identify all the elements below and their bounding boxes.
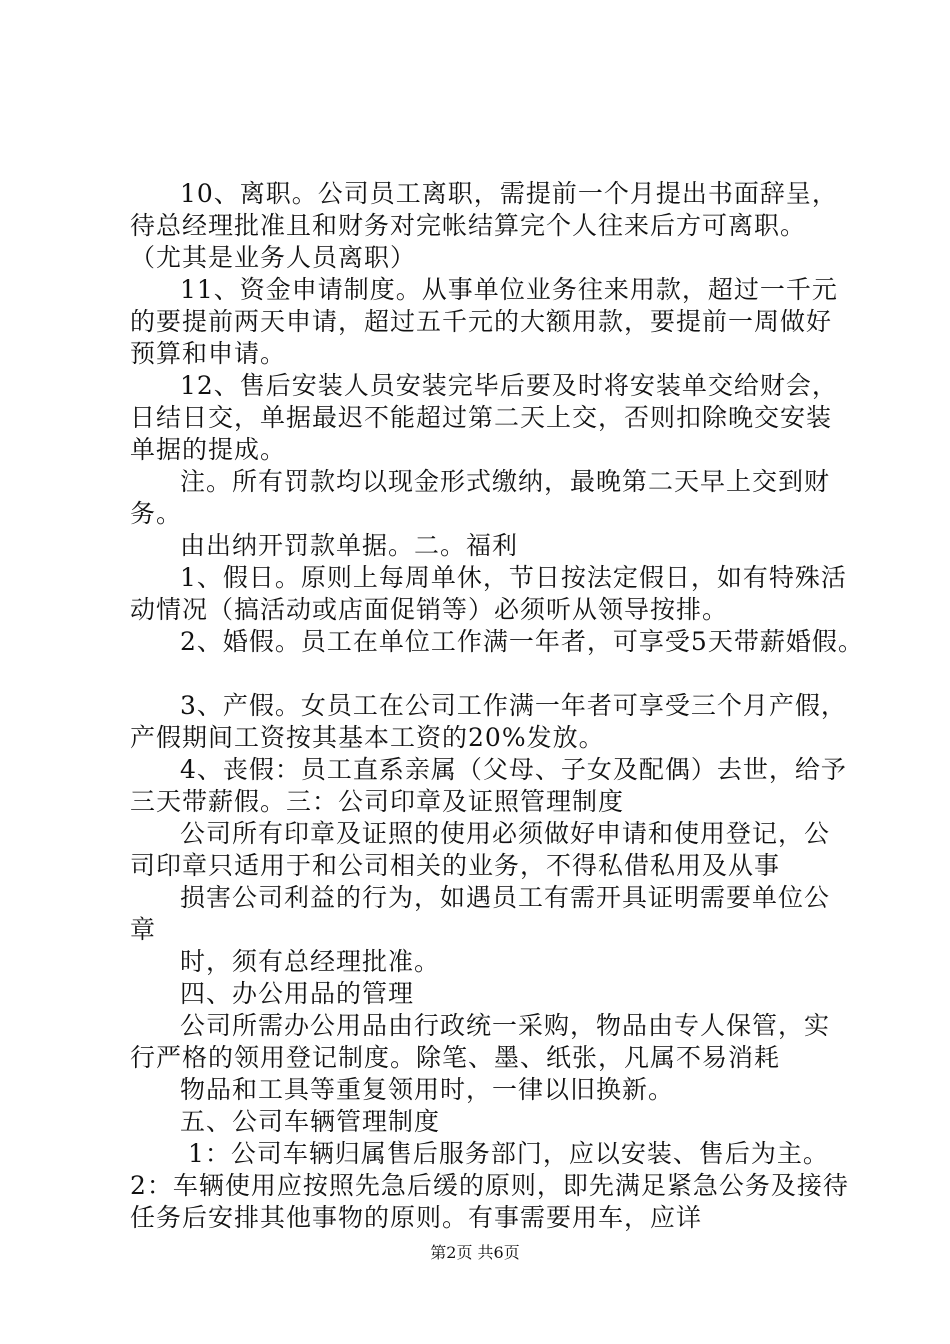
text-line: 司印章只适用于和公司相关的业务，不得私借私用及从事 bbox=[130, 851, 781, 880]
text-line: 3、产假。女员工在公司工作满一年者可享受三个月产假， bbox=[180, 691, 847, 720]
text-line: 三天带薪假。三：公司印章及证照管理制度 bbox=[130, 787, 625, 816]
text-line: 日结日交，单据最迟不能超过第二天上交，否则扣除晚交安装 bbox=[130, 403, 833, 432]
text-line: 任务后安排其他事物的原则。有事需要用车，应详 bbox=[130, 1203, 703, 1232]
text-line: 行严格的领用登记制度。除笔、墨、纸张，凡属不易消耗 bbox=[130, 1043, 781, 1072]
text-line: 11、资金申请制度。从事单位业务往来用款，超过一千元 bbox=[180, 275, 838, 304]
text-line: 2、婚假。员工在单位工作满一年者，可享受5天带薪婚假。 bbox=[180, 627, 864, 656]
text-line: 损害公司利益的行为，如遇员工有需开具证明需要单位公 bbox=[180, 883, 831, 912]
text-line: 章 bbox=[130, 915, 157, 944]
text-line: 务。 bbox=[130, 499, 183, 528]
text-line: 动情况（搞活动或店面促销等）必须听从领导按排。 bbox=[130, 595, 729, 624]
text-line: 1：公司车辆归属售后服务部门，应以安装、售后为主。 bbox=[188, 1139, 829, 1168]
text-line: 待总经理批准且和财务对完帐结算完个人往来后方可离职。 bbox=[130, 211, 807, 240]
text-line: 2：车辆使用应按照先急后缓的原则，即先满足紧急公务及接待 bbox=[130, 1171, 849, 1200]
text-line: 四、办公用品的管理 bbox=[180, 979, 415, 1008]
text-line: 产假期间工资按其基本工资的20%发放。 bbox=[130, 723, 605, 752]
text-line: 的要提前两天申请，超过五千元的大额用款，要提前一周做好 bbox=[130, 307, 833, 336]
text-line: 单据的提成。 bbox=[130, 435, 287, 464]
text-line: 公司所需办公用品由行政统一采购，物品由专人保管，实 bbox=[180, 1011, 831, 1040]
page-indicator: 第2页 共6页 bbox=[430, 1243, 520, 1262]
text-line: 10、离职。公司员工离职，需提前一个月提出书面辞呈， bbox=[180, 179, 838, 208]
text-line: 物品和工具等重复领用时，一律以旧换新。 bbox=[180, 1075, 675, 1104]
text-line: 注。所有罚款均以现金形式缴纳，最晚第二天早上交到财 bbox=[180, 467, 831, 496]
text-line: 4、丧假：员工直系亲属（父母、子女及配偶）去世，给予 bbox=[180, 755, 847, 784]
text-line: 由出纳开罚款单据。二。福利 bbox=[180, 531, 519, 560]
text-line: 1、假日。原则上每周单休，节日按法定假日，如有特殊活 bbox=[180, 563, 847, 592]
text-line: 公司所有印章及证照的使用必须做好申请和使用登记，公 bbox=[180, 819, 831, 848]
text-line: 12、售后安装人员安装完毕后要及时将安装单交给财会， bbox=[180, 371, 838, 400]
text-line: （尤其是业务人员离职） bbox=[130, 243, 417, 272]
text-line: 预算和申请。 bbox=[130, 339, 287, 368]
text-line: 时，须有总经理批准。 bbox=[180, 947, 441, 976]
text-line: 五、公司车辆管理制度 bbox=[180, 1107, 441, 1136]
